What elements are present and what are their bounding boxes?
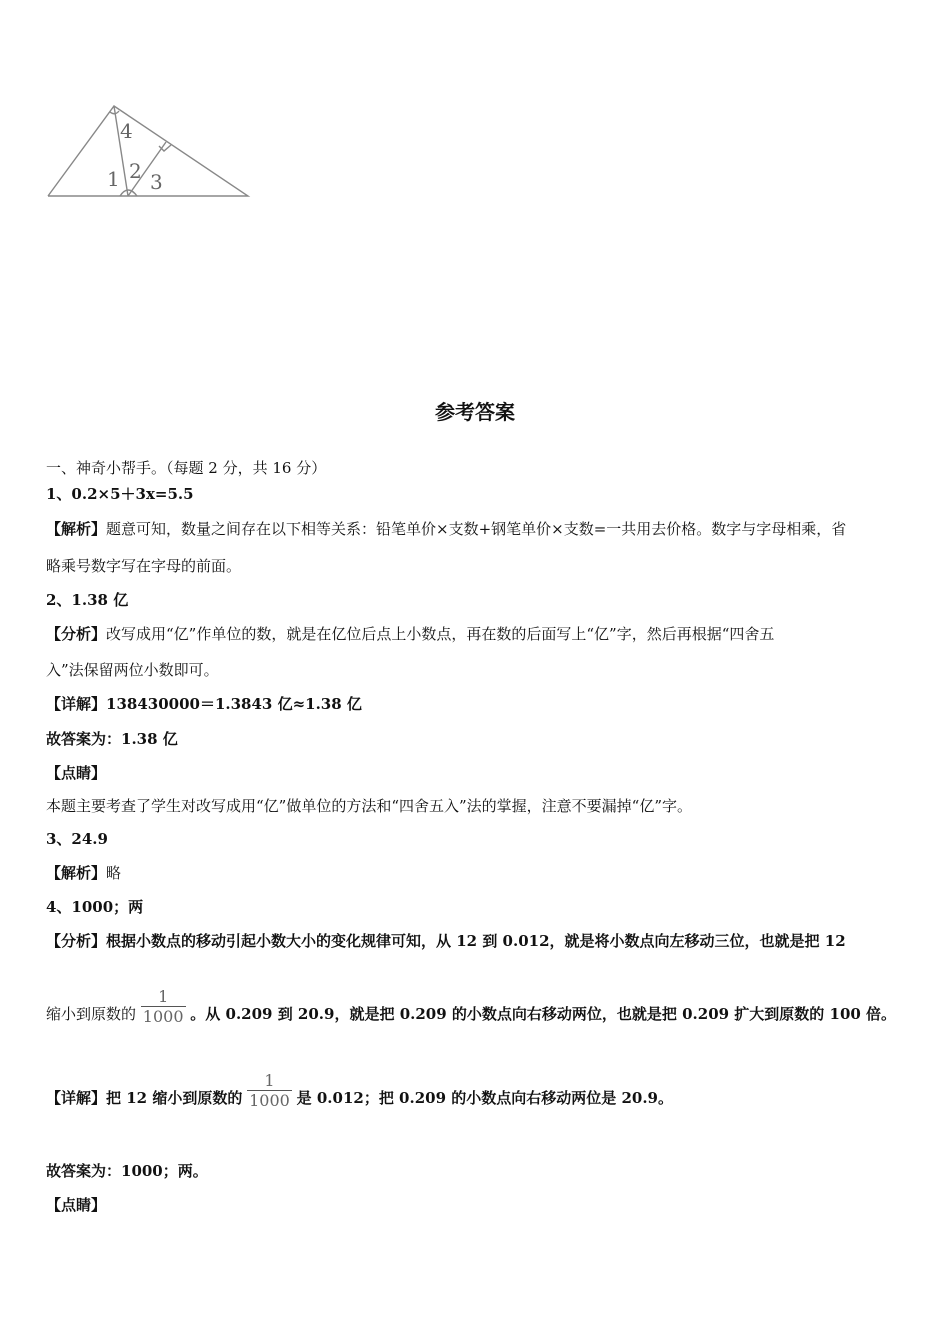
q4-xiangjie-pre: 把 12 缩小到原数的 [106, 1089, 243, 1107]
q4-final-answer: 故答案为：1000；两。 [46, 1162, 208, 1180]
q4-xiangjie [46, 1070, 673, 1119]
fraction-one-thousandth-2 [247, 1072, 292, 1111]
q4-fenxi-line2-post: 。从 0.209 到 20.9，就是把 0.209 的小数点向右移动两位，也就是把 0.209 扩大到原数的 100 倍。 [190, 1005, 897, 1023]
triangle-outline [48, 106, 248, 196]
q4-xiangjie-post: 是 0.012；把 0.209 的小数点向右移动两位是 20.9。 [296, 1089, 673, 1107]
q4-fenxi-line1: 根据小数点的移动引起小数大小的变化规律可知，从 12 到 0.012，就是将小数点向左移动三位，也就是把 12 [106, 932, 846, 950]
q4-fenxi-line2-pre: 缩小到原数的 [46, 1005, 137, 1023]
q3-analysis-text: 略 [106, 864, 122, 882]
q1-answer: 1、0.2×5＋3x=5.5 [46, 485, 194, 503]
q2-fenxi-tag: 【分析】 [46, 625, 107, 643]
angle-label-1: 1 [107, 167, 120, 191]
q2-answer: 2、1.38 亿 [46, 591, 129, 609]
q4-dianjing-tag: 【点睛】 [46, 1196, 107, 1214]
q2-xiangjie-text: 138430000＝1.3843 亿≈1.38 亿 [106, 695, 362, 713]
q2-xiangjie [46, 694, 362, 714]
triangle-figure [40, 98, 260, 204]
q3-answer: 3、24.9 [46, 830, 108, 848]
q2-xiangjie-tag: 【详解】 [46, 695, 107, 713]
fraction-numerator-2: 1 [264, 1070, 275, 1090]
fraction-one-thousandth [141, 988, 186, 1027]
q1-analysis-line2: 略乘号数字写在字母的前面。 [46, 557, 242, 575]
section-heading: 一、神奇小帮手。（每题 2 分，共 16 分） [46, 459, 327, 477]
q2-dianjing-tag: 【点睛】 [46, 764, 107, 782]
q4-fenxi [46, 931, 846, 951]
q2-final-answer: 故答案为：1.38 亿 [46, 730, 178, 748]
fraction-denominator-2: 1000 [249, 1090, 290, 1110]
q4-fenxi-tag: 【分析】 [46, 932, 107, 950]
q2-dianjing-text: 本题主要考查了学生对改写成用“亿”做单位的方法和“四舍五入”法的掌握，注意不要漏掉“亿”字。 [46, 797, 693, 815]
page-title: 参考答案 [435, 400, 515, 424]
q1-analysis-tag: 【解析】 [46, 520, 107, 538]
angle-label-2: 2 [129, 159, 142, 183]
q2-fenxi-line2: 入”法保留两位小数即可。 [46, 661, 219, 679]
q2-fenxi-line1: 改写成用“亿”作单位的数，就是在亿位后点上小数点，再在数的后面写上“亿”字，然后再根据“四舍五 [106, 625, 775, 643]
q3-analysis [46, 863, 121, 883]
q3-analysis-tag: 【解析】 [46, 864, 107, 882]
q4-xiangjie-tag: 【详解】 [46, 1089, 107, 1107]
fraction-numerator: 1 [158, 986, 169, 1006]
q2-fenxi [46, 624, 774, 644]
fraction-denominator: 1000 [142, 1006, 184, 1026]
angle-label-4: 4 [120, 119, 133, 143]
q1-analysis [46, 519, 846, 539]
q4-answer: 4、1000；两 [46, 898, 144, 916]
q4-fenxi-line2 [46, 986, 897, 1035]
q1-analysis-line1: 题意可知，数量之间存在以下相等关系：铅笔单价×支数+钢笔单价×支数=一共用去价格。数字与字母相乘，省 [106, 520, 847, 538]
angle-label-3: 3 [150, 170, 163, 194]
